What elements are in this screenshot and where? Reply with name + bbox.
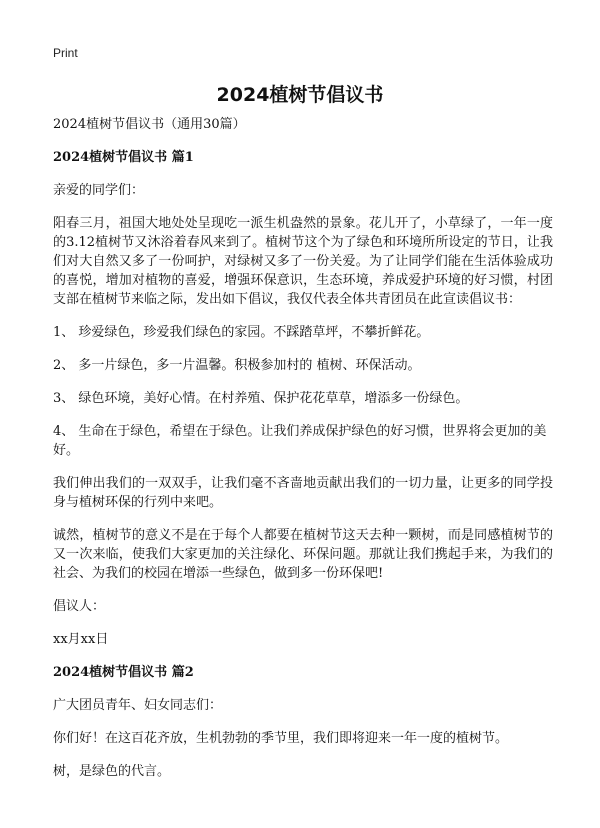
article-1-paragraph-2: 我们伸出我们的一双双手，让我们毫不吝啬地贡献出我们的一切力量，让更多的同学投身与植树环保的行列中来吧。 — [53, 476, 553, 510]
document-subtitle: 2024植树节倡议书（通用30篇） — [53, 117, 246, 132]
article-2-paragraph-1: 你们好！在这百花齐放，生机勃勃的季节里，我们即将迎来一年一度的植树节。 — [53, 731, 509, 746]
article-2-greeting: 广大团员青年、妇女同志们： — [53, 698, 223, 713]
article-1-item-3: 3、 绿色环境，美好心情。在村养殖、保护花花草草，增添多一份绿色。 — [53, 391, 469, 406]
page-title: 2024植树节倡议书 — [216, 84, 384, 106]
article-1-intro: 阳春三月，祖国大地处处呈现吃一派生机盎然的景象。花儿开了，小草绿了，一年一度的3.12植树节又沐浴着春风来到了。植树节这个为了绿色和环境所所设定的节日，让我们对大自然又多了一份呵护，对绿树又多了一份关爱。为了让同学们能在生活体验成功的喜悦，增加对植物的喜爱，增强环保意识，生态环境，养成爱护环境的好习惯，村团支部在植树节来临之际，发出如下倡议，我仅代表全体共青团员在此宣读倡议书： — [53, 216, 553, 307]
article-2-heading: 2024植树节倡议书 篇2 — [53, 665, 194, 680]
article-2-paragraph-2: 树，是绿色的代言。 — [53, 764, 171, 779]
article-1-item-2: 2、 多一片绿色，多一片温馨。积极参加村的 植树、环保活动。 — [53, 358, 421, 373]
article-1-heading: 2024植树节倡议书 篇1 — [53, 150, 194, 165]
article-1-item-1: 1、 珍爱绿色，珍爱我们绿色的家园。不踩踏草坪，不攀折鲜花。 — [53, 325, 430, 340]
article-1-date: xx月xx日 — [53, 632, 109, 647]
article-1-paragraph-3: 诚然，植树节的意义不是在于每个人都要在植树节这天去种一颗树，而是同感植树节的又一次来临，使我们大家更加的关注绿化、环保问题。那就让我们携起手来，为我们的社会、为我们的校园在增添一些绿色，做到多一份环保吧! — [53, 528, 553, 581]
article-1-item-4: 4、 生命在于绿色，希望在于绿色。让我们养成保护绿色的好习惯，世界将会更加的美好。 — [53, 424, 547, 458]
article-1-signature-label: 倡议人： — [53, 599, 106, 614]
print-link[interactable]: Print — [53, 46, 78, 60]
document-body — [53, 115, 553, 795]
article-1-greeting: 亲爱的同学们： — [53, 183, 145, 198]
